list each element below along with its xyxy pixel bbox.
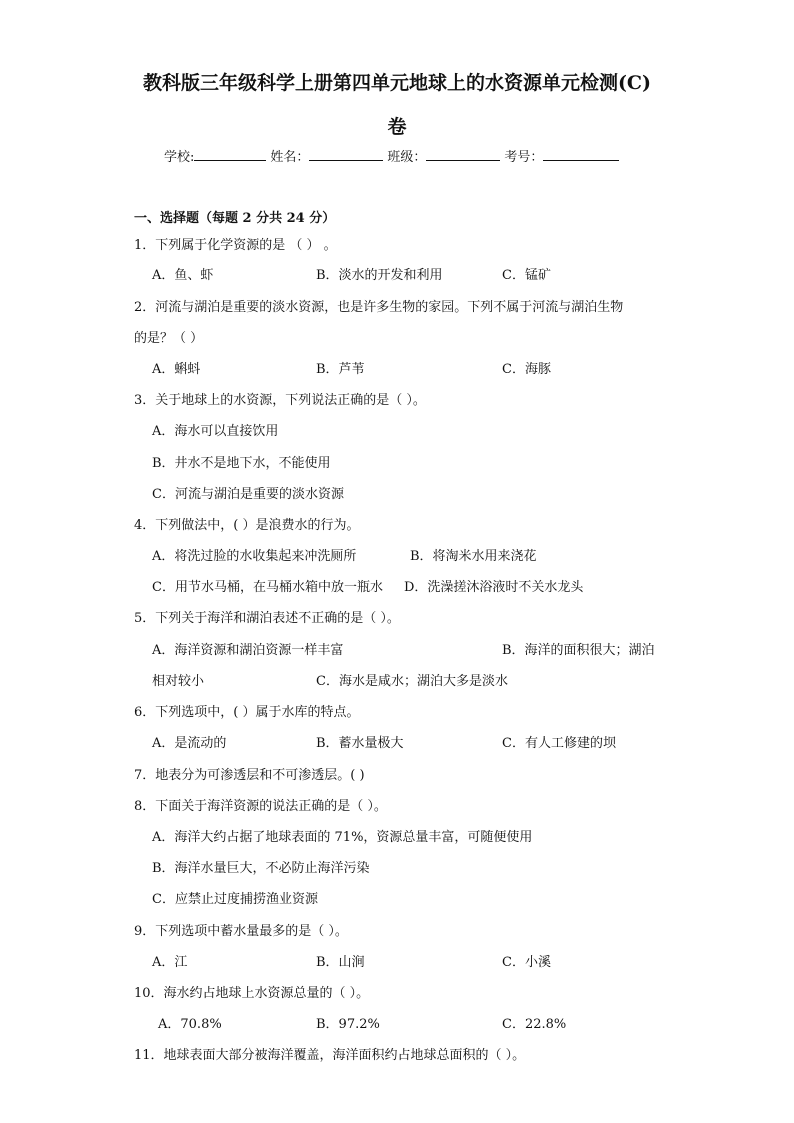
question-stem: 2．河流与湖泊是重要的淡水资源，也是许多生物的家园。下列不属于河流与湖泊生物 xyxy=(134,300,624,315)
question-stem: 7．地表分为可渗透层和不可渗透层。( ) xyxy=(134,768,365,783)
option: C．22.8% xyxy=(502,1017,567,1032)
option: B．芦苇 xyxy=(316,362,365,377)
option: D．洗澡搓沐浴液时不关水龙头 xyxy=(404,580,584,595)
question-stem-continued: 的是？（ ） xyxy=(134,331,204,346)
question-stem: 4．下列做法中，( ）是浪费水的行为。 xyxy=(134,518,360,533)
exam-title-line2: 卷 xyxy=(387,116,407,138)
exam-title-line1: 教科版三年级科学上册第四单元地球上的水资源单元检测(C) xyxy=(142,72,652,94)
option: B．海洋的面积很大；湖泊 xyxy=(502,643,655,658)
option: C．海水是咸水；湖泊大多是淡水 xyxy=(316,674,508,689)
student-info xyxy=(164,146,623,165)
option: B．井水不是地下水，不能使用 xyxy=(152,456,331,471)
option: B．97.2% xyxy=(316,1017,380,1032)
option: A．70.8% xyxy=(158,1017,222,1032)
option: A．是流动的 xyxy=(152,736,227,751)
option: C．用节水马桶，在马桶水箱中放一瓶水 xyxy=(152,580,383,595)
name-blank[interactable] xyxy=(309,148,383,161)
option: B．淡水的开发和利用 xyxy=(316,268,443,283)
question-stem: 5．下列关于海洋和湖泊表述不正确的是（ ）。 xyxy=(134,611,400,626)
option: A．鱼、虾 xyxy=(152,268,214,283)
question-stem: 1．下列属于化学资源的是 （ ） 。 xyxy=(134,238,337,253)
option: B．山涧 xyxy=(316,955,365,970)
option: A．海洋资源和湖泊资源一样丰富 xyxy=(152,643,344,658)
class-label: 班级： xyxy=(387,150,427,165)
question-stem: 10．海水约占地球上水资源总量的（ ）。 xyxy=(134,986,370,1001)
option: B．蓄水量极大 xyxy=(316,736,404,751)
question-stem: 3．关于地球上的水资源，下列说法正确的是（ ）。 xyxy=(134,393,426,408)
option: A．海洋大约占据了地球表面的 71%，资源总量丰富，可随便使用 xyxy=(152,830,533,845)
option: C．海豚 xyxy=(502,362,551,377)
option: B．海洋水量巨大，不必防止海洋污染 xyxy=(152,861,370,876)
option: C．应禁止过度捕捞渔业资源 xyxy=(152,892,318,907)
option: B．将淘米水用来浇花 xyxy=(410,549,537,564)
school-label: 学校: xyxy=(164,150,195,165)
name-label: 姓名： xyxy=(270,150,310,165)
option: A．江 xyxy=(152,955,188,970)
option: C．有人工修建的坝 xyxy=(502,736,616,751)
option: C．河流与湖泊是重要的淡水资源 xyxy=(152,487,344,502)
option: A．将洗过脸的水收集起来冲洗厕所 xyxy=(152,549,357,564)
question-stem: 6．下列选项中，( ）属于水库的特点。 xyxy=(134,705,360,720)
section-heading: 一、选择题（每题 2 分共 24 分） xyxy=(134,211,336,226)
number-blank[interactable] xyxy=(543,148,619,161)
number-label: 考号： xyxy=(504,150,544,165)
option-continued: 相对较小 xyxy=(152,674,205,689)
option: C．小溪 xyxy=(502,955,551,970)
question-stem: 9．下列选项中蓄水量最多的是（ ）。 xyxy=(134,924,348,939)
option: A．蝌蚪 xyxy=(152,362,201,377)
option: C．锰矿 xyxy=(502,268,551,283)
question-stem: 11．地球表面大部分被海洋覆盖，海洋面积约占地球总面积的（ ）。 xyxy=(134,1048,526,1063)
school-blank[interactable] xyxy=(194,148,266,161)
class-blank[interactable] xyxy=(426,148,500,161)
question-stem: 8．下面关于海洋资源的说法正确的是（ ）。 xyxy=(134,799,387,814)
option: A．海水可以直接饮用 xyxy=(152,424,279,439)
